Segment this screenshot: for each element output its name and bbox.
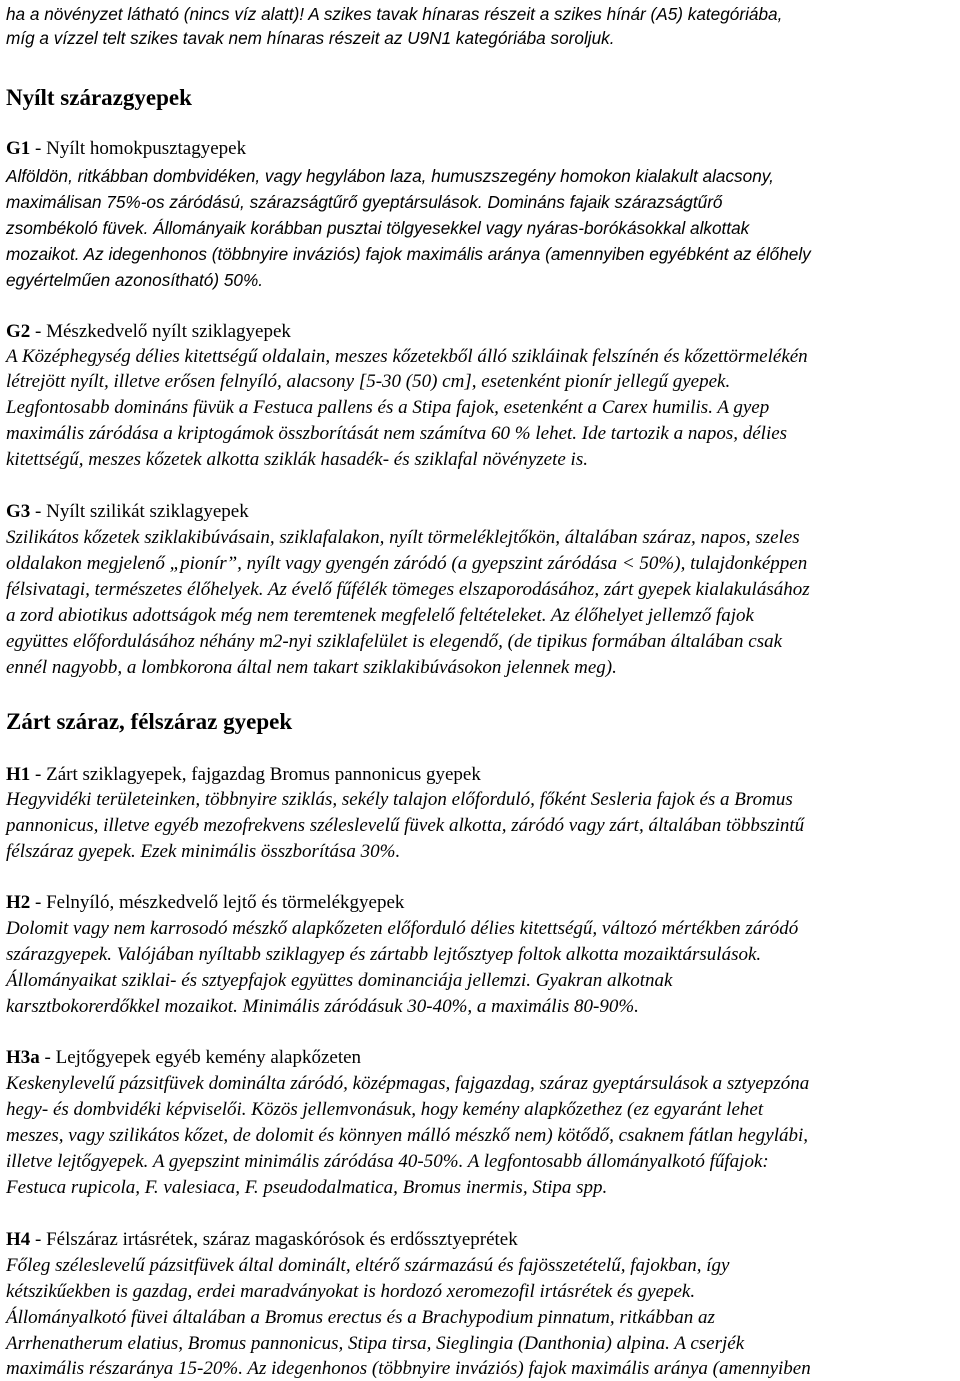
h2-line-2: szárazgyepek. Valójában nyíltabb sziklagyep és zártabb lejtősztyep foltok alkotta mozaiktársulások. (6, 944, 762, 965)
g3-line-1: Szilikátos kőzetek sziklakibúvásain, sziklafalakon, nyílt törmeléklejtőkön, általában száraz, napos, szeles (6, 527, 800, 548)
h2-title: - Felnyíló, mészkedvelő lejtő és törmelékgyepek (30, 892, 405, 913)
section-heading-nyilt: Nyílt szárazgyepek (6, 85, 192, 110)
h2-line-3: Állományaikat sziklai- és sztyepfajok együttes dominanciája jellemzi. Gyakran alkotnak (6, 970, 673, 991)
g2-line-2: létrejött nyílt, illetve erősen felnyíló, alacsony [5-30 (50) cm], esetenként pionír jellegű gyepek. (6, 371, 731, 392)
g2-line-1: A Középhegység délies kitettségű oldalain, meszes kőzetekből álló szikláinak felszínén és kőzettörmelékén (6, 346, 808, 367)
g3-line-2: oldalakon megjelenő „pionír”, nyílt vagy gyengén záródó (a gyepszint záródása < 50%), tulajdonképpen (6, 553, 808, 574)
g2-code: G2 (6, 321, 31, 342)
h3a-code: H3a (6, 1047, 40, 1068)
section-heading-zart: Zárt száraz, félszáraz gyepek (6, 709, 293, 734)
g3-title: - Nyílt szilikát sziklagyepek (30, 501, 249, 522)
h1-heading (6, 763, 481, 787)
h4-line-4: Arrhenatherum elatius, Bromus pannonicus, Stipa tirsa, Sieglingia (Danthonia) alpina. A cserjék (6, 1333, 745, 1354)
g3-line-4: a zord abiotikus adottságok még nem teremtenek megfelelő feltételeket. Az élőhelyet jellemző fajok (6, 605, 754, 626)
g1-line-3: zsombékoló füvek. Állományaik korábban pusztai tölgyesekkel vagy nyáras-borókásokkal alkottak (6, 218, 750, 238)
h4-heading (6, 1228, 518, 1252)
g2-line-5: kitettségű, meszes kőzetek alkotta sziklák hasadék- és sziklafal növényzete is. (6, 449, 588, 470)
g2-line-4: maximális záródása a kriptogámok összborítását nem számítva 60 % lehet. Ide tartozik a napos, délies (6, 423, 788, 444)
g1-line-4: mozaikot. Az idegenhonos (többnyire inváziós) fajok maximális aránya (amennyiben egyébként az élőhely (6, 244, 811, 264)
h1-line-1: Hegyvidéki területeinken, többnyire sziklás, sekély talajon előforduló, főként Sesleria fajok és a Bromus (6, 789, 793, 810)
h3a-line-1: Keskenylevelű pázsitfüvek dominálta záródó, középmagas, fajgazdag, száraz gyeptársulások a sztyepzóna (6, 1073, 810, 1094)
h3a-line-3: meszes, vagy szilikátos kőzet, de dolomit és könnyen málló mészkő nem) kötődő, csaknem fátlan hegylábi, (6, 1125, 809, 1146)
g2-line-3: Legfontosabb domináns füvük a Festuca pallens és a Stipa fajok, esetenként a Carex humilis. A gyep (6, 397, 770, 418)
h1-title: - Zárt sziklagyepek, fajgazdag Bromus pannonicus gyepek (30, 764, 481, 785)
g1-heading (6, 137, 246, 161)
g3-line-5: együttes előfordulásához néhány m2-nyi sziklafelület is elegendő, (de tipikus formában általában csak (6, 631, 783, 652)
h1-line-2: pannonicus, illetve egyéb mezofrekvens széleslevelű füvek alkotta, záródó vagy zárt, általában többszintű (6, 815, 805, 836)
h4-line-2: kétszikűekben is gazdag, erdei maradványokat is hordozó xeromezofil irtásrétek és gyepek. (6, 1281, 696, 1302)
h3a-title: - Lejtőgyepek egyéb kemény alapkőzeten (39, 1047, 362, 1068)
g2-title: - Mészkedvelő nyílt sziklagyepek (30, 321, 291, 342)
h4-line-5: maximális részaránya 15-20%. Az idegenhonos (többnyire inváziós) fajok maximális aránya (amennyiben (6, 1358, 811, 1379)
h1-line-3: félszáraz gyepek. Ezek minimális összborítása 30%. (6, 841, 401, 862)
intro-line-1: ha a növényzet látható (nincs víz alatt)! A szikes tavak hínaras részeit a szikes hínár (A5) kategóriába, (6, 4, 783, 24)
h3a-line-4: illetve lejtőgyepek. A gyepszint minimális záródása 40-50%. A legfontosabb állományalkotó fűfajok: (6, 1151, 769, 1172)
h4-code: H4 (6, 1229, 31, 1250)
g3-line-3: félsivatagi, természetes élőhelyek. Az évelő fűfélék tömeges elszaporodásához, zárt gyepek kialakulásához (6, 579, 810, 600)
g2-heading (6, 320, 291, 344)
g1-line-5: egyértelműen azonosítható) 50%. (6, 270, 264, 290)
h4-line-3: Állományalkotó füvei általában a Bromus erectus és a Brachypodium pinnatum, ritkábban az (6, 1307, 715, 1328)
g1-line-1: Alföldön, ritkábban dombvidéken, vagy hegylábon laza, humuszszegény homokon kialakult alacsony, (6, 166, 774, 186)
g3-code: G3 (6, 501, 31, 522)
h2-line-4: karsztbokorerdőkkel mozaikot. Minimális záródásuk 30-40%, a maximális 80-90%. (6, 996, 639, 1017)
h2-heading (6, 891, 404, 915)
h4-line-1: Főleg széleslevelű pázsitfüvek által dominált, eltérő származású és fajösszetételű, fajokban, így (6, 1255, 730, 1276)
h3a-line-2: hegy- és dombvidéki képviselői. Közös jellemvonásuk, hogy kemény alapkőzethez (ez egyaránt lehet (6, 1099, 764, 1120)
h4-title: - Félszáraz irtásrétek, száraz magaskórósok és erdőssztyeprétek (30, 1229, 518, 1250)
h3a-heading (6, 1046, 361, 1070)
g1-line-2: maximálisan 75%-os záródású, szárazságtűrő gyeptársulások. Domináns fajaik szárazságtűrő (6, 192, 723, 212)
g3-heading (6, 500, 249, 524)
g1-title: - Nyílt homokpusztagyepek (30, 138, 247, 159)
h1-code: H1 (6, 764, 31, 785)
g3-line-6: ennél nagyobb, a lombkorona által nem takart sziklakibúvásokon jelennek meg). (6, 657, 617, 678)
g1-code: G1 (6, 138, 31, 159)
intro-line-2: míg a vízzel telt szikes tavak nem hínaras részeit az U9N1 kategóriába soroljuk. (6, 28, 615, 48)
h2-line-1: Dolomit vagy nem karrosodó mészkő alapkőzeten előforduló délies kitettségű, változó mértékben záródó (6, 918, 799, 939)
h3a-line-5: Festuca rupicola, F. valesiaca, F. pseudodalmatica, Bromus inermis, Stipa spp. (6, 1177, 608, 1198)
h2-code: H2 (6, 892, 31, 913)
